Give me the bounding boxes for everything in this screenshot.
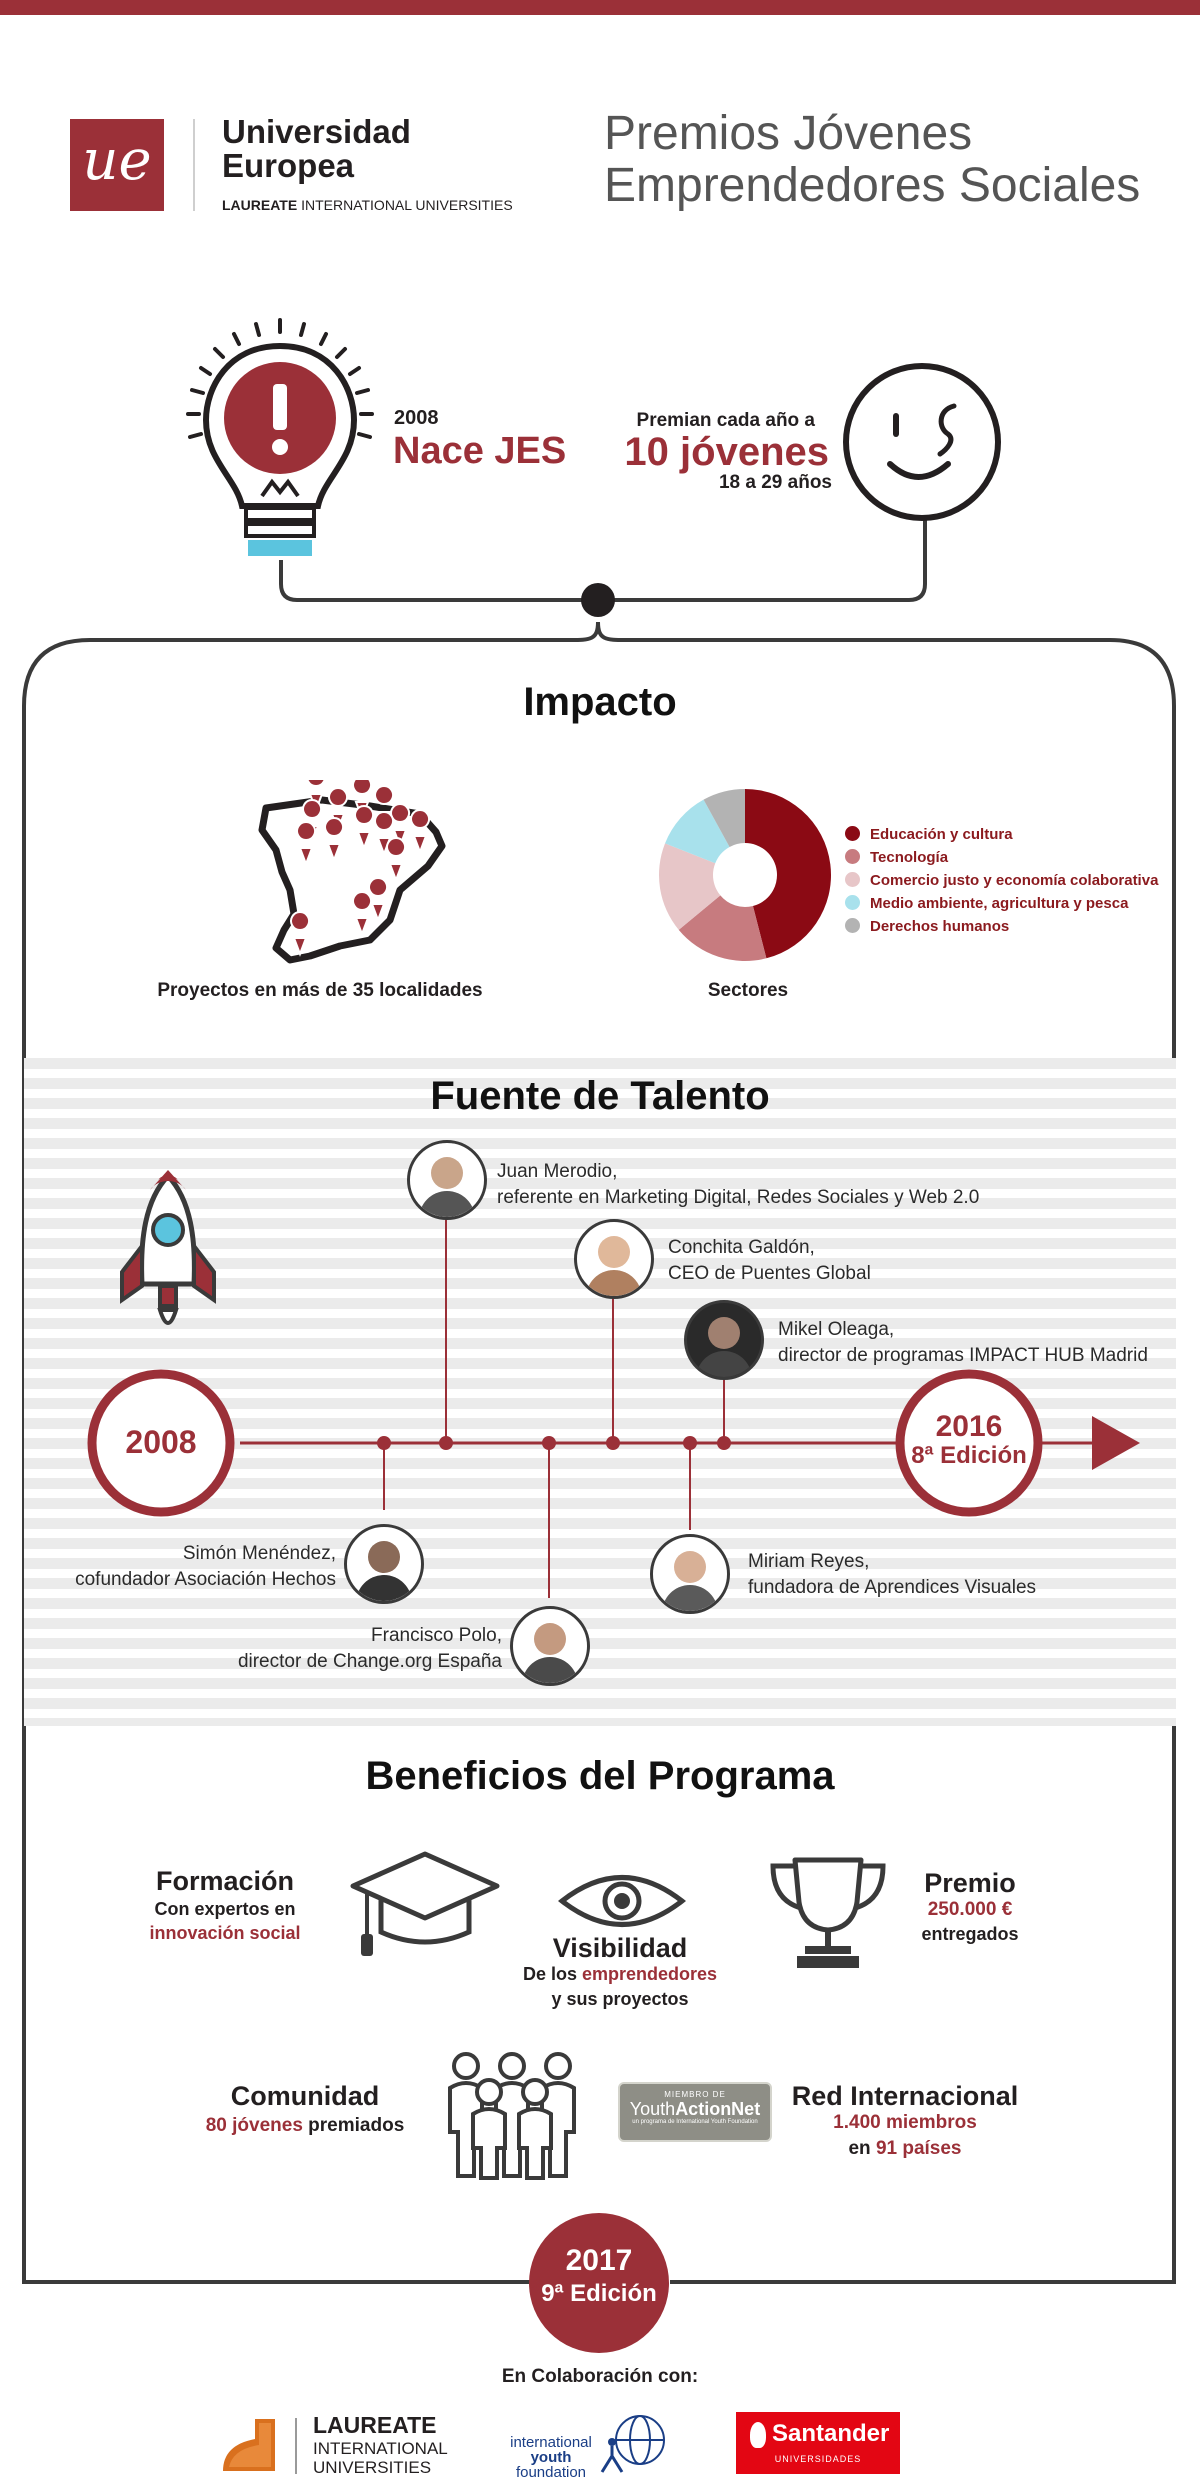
laureate-footer-divider <box>295 2418 297 2474</box>
timeline-end-edition: 8ª Edición <box>911 1442 1027 1469</box>
person-role: referente en Marketing Digital, Redes Sociales y Web 2.0 <box>497 1187 980 1208</box>
santander-flame-icon <box>750 2422 766 2448</box>
person-name: Conchita Galdón, <box>668 1237 815 1258</box>
legend-label: Derechos humanos <box>870 918 1010 935</box>
legend-label: Medio ambiente, agricultura y pesca <box>870 895 1129 912</box>
formacion-line2: innovación social <box>149 1923 301 1943</box>
youthactionnet-badge <box>618 2082 772 2142</box>
yan-name-part2: ActionNet <box>675 2099 761 2119</box>
university-name-line2: Europea <box>222 147 355 184</box>
person-name: Miriam Reyes, <box>748 1551 870 1572</box>
comunidad-line <box>170 2115 440 2137</box>
santander-logo <box>736 2412 900 2474</box>
legend-swatch <box>845 918 860 933</box>
smiley-face-icon <box>840 360 1010 530</box>
graduation-cap-icon <box>345 1848 505 1968</box>
yan-name <box>620 2099 770 2119</box>
person-silhouette-icon <box>674 1551 706 1583</box>
laureate-tagline-rest: INTERNATIONAL UNIVERSITIES <box>301 197 513 213</box>
person-silhouette-icon <box>598 1236 630 1268</box>
santander-name: Santander <box>772 2420 890 2447</box>
beneficios-title: Beneficios del Programa <box>365 1754 835 1798</box>
legend-item <box>845 895 1158 918</box>
person-role: director de programas IMPACT HUB Madrid <box>778 1345 1148 1366</box>
person-silhouette-icon <box>534 1623 566 1655</box>
laureate-footer-name: LAUREATE <box>313 2412 437 2438</box>
legend-label: Comercio justo y economía colaborativa <box>870 872 1159 889</box>
comunidad-highlight: 80 jóvenes <box>205 2115 303 2136</box>
red-line2 <box>780 2138 1030 2160</box>
iyf-logo-text <box>503 2435 599 2480</box>
person-simon-menendez <box>36 1541 336 1593</box>
red-line2-pre: en <box>848 2138 876 2159</box>
avatar-mikel-oleaga <box>684 1300 764 1380</box>
visibilidad-line1 <box>480 1964 760 1985</box>
santander-sub: UNIVERSIDADES <box>774 2454 862 2464</box>
legend-item <box>845 826 1158 849</box>
avatar-conchita-galdon <box>574 1219 654 1299</box>
premio-amount: 250.000 € <box>927 1899 1013 1920</box>
legend-swatch <box>845 872 860 887</box>
impacto-title: Impacto <box>523 680 677 724</box>
red-title: Red Internacional <box>791 2081 1019 2111</box>
avatar-francisco-polo <box>510 1606 590 1686</box>
laureate-tagline-bold: LAUREATE <box>222 197 298 213</box>
premio-title: Premio <box>924 1868 1016 1898</box>
ue-logo-mark: ue <box>70 119 164 211</box>
winners-count: 10 jóvenes <box>624 430 829 474</box>
legend-swatch <box>845 895 860 910</box>
formacion-line1: Con expertos en <box>154 1899 296 1919</box>
person-miriam-reyes <box>748 1549 1036 1601</box>
sectors-donut-chart <box>655 785 835 965</box>
premio-line2: entregados <box>921 1924 1019 1944</box>
yan-small-label: MIEMBRO DE <box>664 2090 726 2099</box>
legend-label: Tecnología <box>870 849 949 866</box>
university-name-line1: Universidad <box>222 113 411 150</box>
people-group-icon <box>442 2048 582 2182</box>
visibilidad-highlight: emprendedores <box>581 1964 718 1984</box>
founding-year: 2008 <box>394 407 439 429</box>
person-juan-merodio <box>497 1159 979 1211</box>
talento-title: Fuente de Talento <box>430 1074 770 1118</box>
visibilidad-line2: y sus proyectos <box>551 1989 689 2009</box>
sectors-legend <box>845 826 1158 941</box>
collab-label: En Colaboración con: <box>501 2366 699 2387</box>
nace-jes-label: Nace JES <box>393 430 567 472</box>
lightbulb-icon <box>168 310 388 570</box>
comunidad-rest: premiados <box>302 2115 405 2136</box>
comunidad-title: Comunidad <box>230 2081 380 2111</box>
iyf-line2: youth <box>530 2449 572 2466</box>
legend-label: Educación y cultura <box>870 826 1013 843</box>
yan-tagline: un programa de International Youth Foundation <box>632 2119 758 2125</box>
person-role: fundadora de Aprendices Visuales <box>748 1577 1037 1598</box>
page-title-line1: Premios Jóvenes <box>604 107 973 160</box>
iyf-globe-icon <box>592 2412 672 2478</box>
person-silhouette-icon <box>431 1157 463 1189</box>
person-role: cofundador Asociación Hechos <box>75 1569 336 1590</box>
spain-map-icon <box>250 780 450 970</box>
person-name: Simón Menéndez, <box>182 1543 336 1564</box>
person-silhouette-icon <box>368 1541 400 1573</box>
red-highlight: 91 países <box>875 2138 962 2159</box>
avatar-miriam-reyes <box>650 1534 730 1614</box>
map-caption: Proyectos en más de 35 localidades <box>157 980 483 1001</box>
legend-swatch <box>845 849 860 864</box>
rocket-icon <box>122 1170 214 1323</box>
page-title-line2: Emprendedores Sociales <box>604 159 1141 212</box>
person-role: director de Change.org España <box>237 1651 502 1672</box>
person-name: Mikel Oleaga, <box>778 1319 895 1340</box>
iyf-line1: international <box>510 2434 592 2451</box>
avatar-juan-merodio <box>407 1140 487 1220</box>
eye-icon <box>558 1870 686 1932</box>
timeline-end-year: 2016 <box>935 1410 1003 1443</box>
premian-label: Premian cada año a <box>636 410 815 431</box>
legend-item <box>845 872 1158 895</box>
legend-item <box>845 849 1158 872</box>
laureate-logo-icon <box>215 2415 285 2477</box>
edition-2017-year: 2017 <box>565 2244 633 2277</box>
edition-2017-label: 9ª Edición <box>541 2280 657 2307</box>
person-francisco-polo <box>200 1623 502 1675</box>
person-conchita-galdon <box>668 1235 871 1287</box>
trophy-icon <box>765 1852 891 1972</box>
person-name: Juan Merodio, <box>497 1161 618 1182</box>
visibilidad-line1-pre: De los <box>522 1964 582 1984</box>
red-line1: 1.400 miembros <box>833 2112 977 2133</box>
sectors-caption: Sectores <box>707 980 789 1001</box>
visibilidad-title: Visibilidad <box>552 1933 688 1963</box>
person-silhouette-icon <box>708 1317 740 1349</box>
timeline-start-year: 2008 <box>125 1424 197 1460</box>
legend-item <box>845 918 1158 941</box>
laureate-footer-line3: UNIVERSITIES <box>313 2458 432 2477</box>
person-mikel-oleaga <box>778 1317 1148 1369</box>
legend-swatch <box>845 826 860 841</box>
yan-name-part1: Youth <box>629 2099 676 2119</box>
iyf-line3: foundation <box>515 2464 587 2481</box>
person-role: CEO de Puentes Global <box>668 1263 871 1284</box>
formacion-title: Formación <box>155 1866 295 1896</box>
avatar-simon-menendez <box>344 1524 424 1604</box>
age-range: 18 a 29 años <box>718 472 832 493</box>
person-name: Francisco Polo, <box>371 1625 502 1646</box>
laureate-footer-line2: INTERNATIONAL <box>313 2439 448 2458</box>
